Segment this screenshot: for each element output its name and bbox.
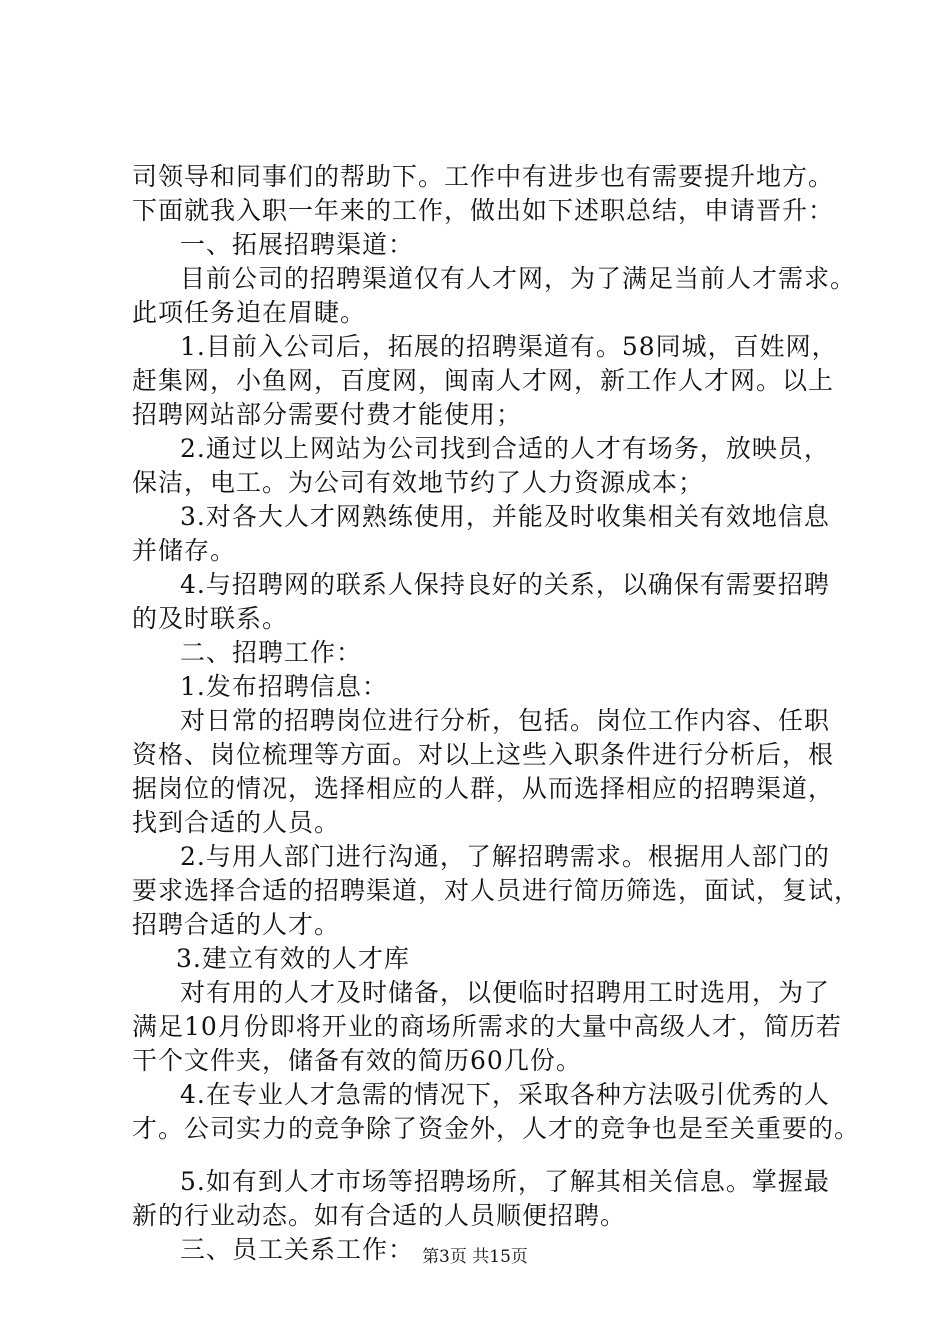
paragraph-line: 满足10月份即将开业的商场所需求的大量中高级人才，简历若	[132, 1012, 842, 1041]
paragraph-line: 资格、岗位梳理等方面。对以上这些入职条件进行分析后，根	[132, 740, 835, 769]
list-item: 2.与用人部门进行沟通，了解招聘需求。根据用人部门的	[180, 842, 830, 871]
paragraph-line: 并储存。	[132, 536, 237, 565]
paragraph-line: 对日常的招聘岗位进行分析，包括。岗位工作内容、任职	[180, 706, 831, 735]
paragraph-line: 对有用的人才及时储备，以便临时招聘用工时选用，为了	[180, 978, 831, 1007]
paragraph-line: 招聘合适的人才。	[132, 910, 341, 939]
paragraph-line: 招聘网站部分需要付费才能使用；	[132, 400, 523, 429]
paragraph-line: 此项任务迫在眉睫。	[132, 298, 367, 327]
section-heading: 三、员工关系工作：	[180, 1235, 415, 1264]
paragraph-line: 要求选择合适的招聘渠道，对人员进行简历筛选，面试，复试，	[132, 876, 861, 905]
paragraph-line: 司领导和同事们的帮助下。工作中有进步也有需要提升地方。	[132, 162, 835, 191]
paragraph-line: 找到合适的人员。	[132, 808, 341, 837]
list-item: 4.与招聘网的联系人保持良好的关系，以确保有需要招聘	[180, 570, 830, 599]
paragraph-line: 赶集网，小鱼网，百度网，闽南人才网，新工作人才网。以上	[132, 366, 835, 395]
list-item: 1.发布招聘信息：	[180, 672, 388, 701]
paragraph-line: 干个文件夹，储备有效的简历60几份。	[132, 1046, 582, 1075]
section-heading: 一、拓展招聘渠道：	[180, 230, 415, 259]
paragraph-line: 据岗位的情况，选择相应的人群，从而选择相应的招聘渠道，	[132, 774, 835, 803]
list-item: 1.目前入公司后，拓展的招聘渠道有。58同城，百姓网，	[180, 332, 838, 361]
section-heading: 二、招聘工作：	[180, 638, 363, 667]
list-item: 5.如有到人才市场等招聘场所，了解其相关信息。掌握最	[180, 1167, 830, 1196]
page-number-footer: 第3页 共15页	[422, 1247, 528, 1267]
paragraph-line: 保洁，电工。为公司有效地节约了人力资源成本；	[132, 468, 705, 497]
paragraph-line: 的及时联系。	[132, 604, 289, 633]
list-item: 3.对各大人才网熟练使用，并能及时收集相关有效地信息	[180, 502, 830, 531]
list-item: 4.在专业人才急需的情况下，采取各种方法吸引优秀的人	[180, 1080, 830, 1109]
list-item: 3.建立有效的人才库	[176, 944, 410, 973]
list-item: 2.通过以上网站为公司找到合适的人才有场务，放映员，	[180, 434, 830, 463]
paragraph-line: 下面就我入职一年来的工作，做出如下述职总结，申请晋升：	[132, 196, 835, 225]
paragraph-line: 目前公司的招聘渠道仅有人才网，为了满足当前人才需求。	[180, 264, 857, 293]
paragraph-line: 才。公司实力的竞争除了资金外，人才的竞争也是至关重要的。	[132, 1114, 861, 1143]
paragraph-line: 新的行业动态。如有合适的人员顺便招聘。	[132, 1201, 627, 1230]
